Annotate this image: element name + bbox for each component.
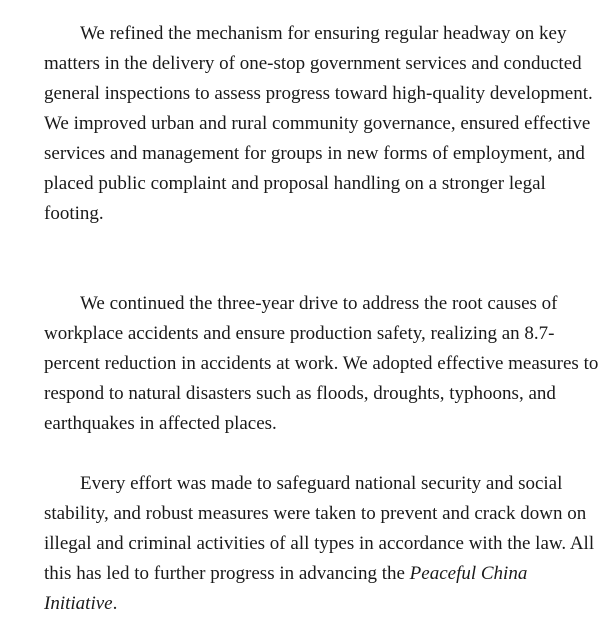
peaceful-china-initiative: Peaceful China Initiative	[44, 563, 528, 614]
paragraph-safety: We continued the three-year drive to address the root causes of workplace accidents and ensure production safety, realizing an 8.7-percent reduction in accidents at work. We adopted effective measures to respond to natural disasters such as floods, droughts, typhoons, and earthquakes in affected places.	[44, 293, 599, 434]
paragraph-governance: We refined the mechanism for ensuring regular headway on key matters in the delivery of one-stop government services and conducted general inspections to assess progress toward high-quality development. We improved urban and rural community governance, ensured effective services and management for groups in new forms of employment, and placed public complaint and proposal handling on a stronger legal footing.	[44, 23, 593, 224]
paragraph-security	[44, 469, 600, 619]
paragraph-security-end: .	[112, 593, 118, 614]
document-body	[44, 19, 600, 619]
paragraph-security-text: Every effort was made to safeguard national security and social stability, and robust measures were taken to prevent and crack down on illegal and criminal activities of all types in accordance with the law. All this has led to further progress in advancing the	[44, 473, 595, 584]
